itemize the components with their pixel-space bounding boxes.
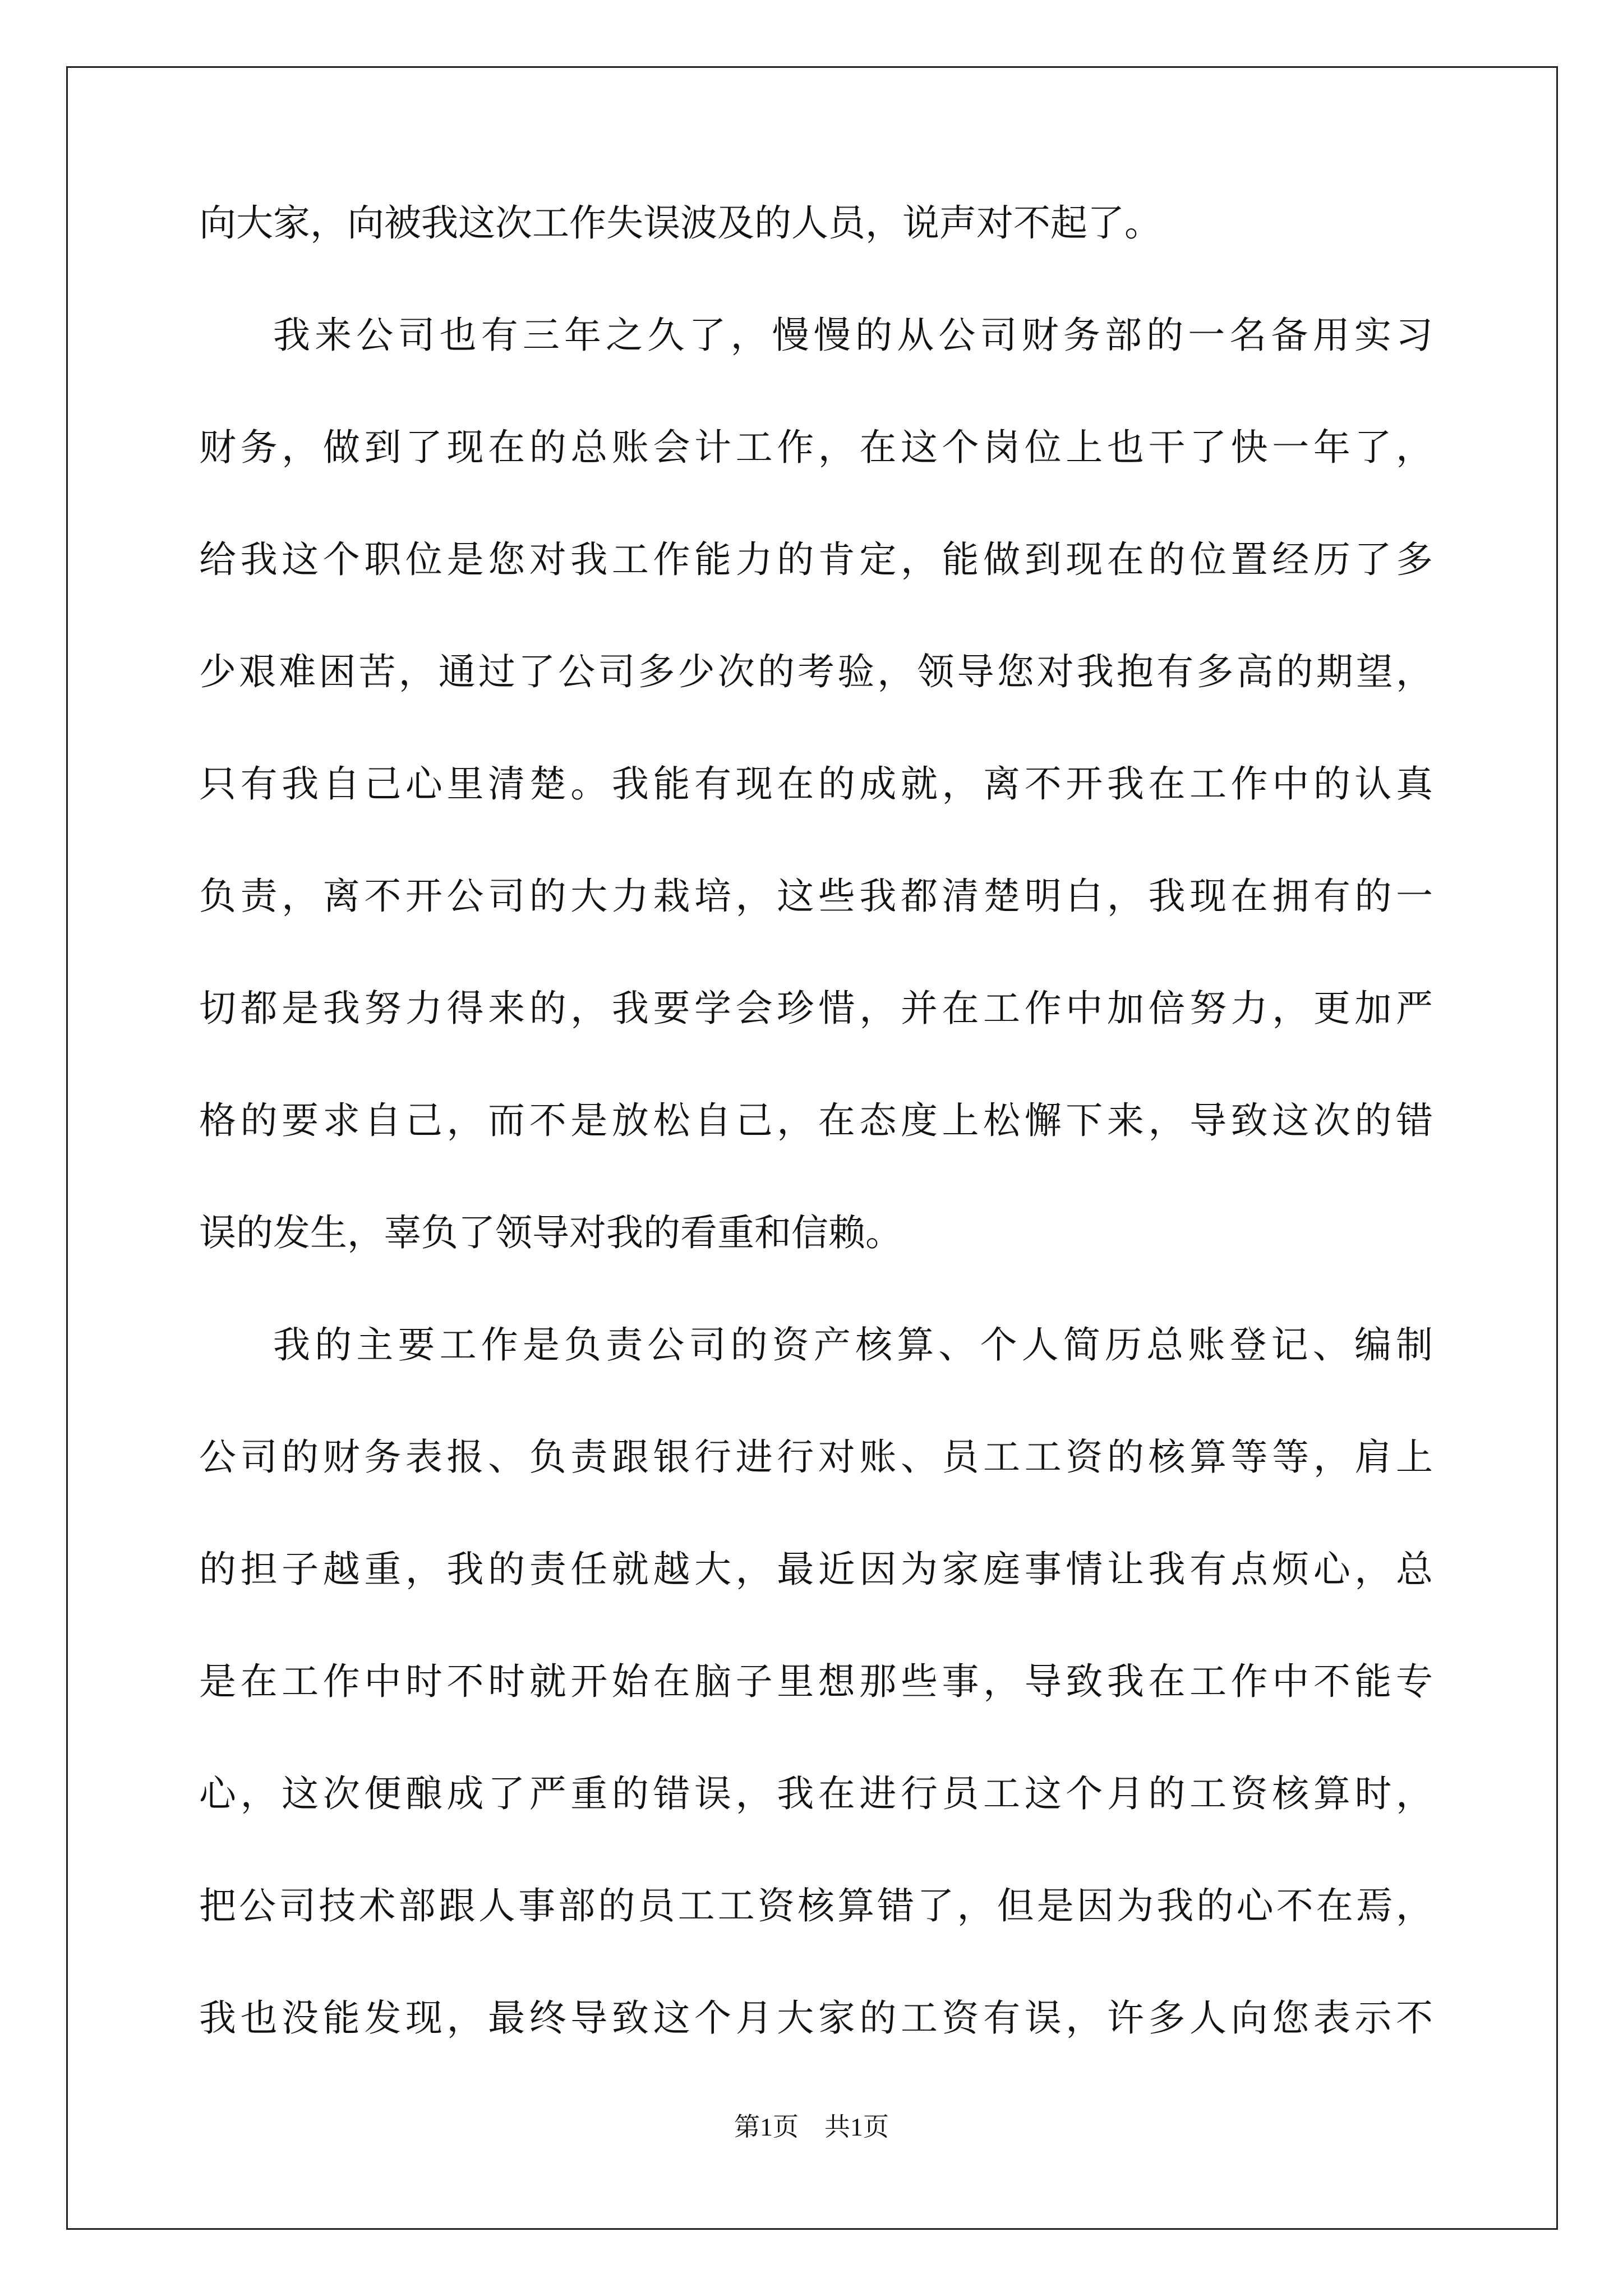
text-line: 向大家，向被我这次工作失误波及的人员，说声对不起了。 — [199, 201, 1161, 245]
text-line: 公司的财务表报、负责跟银行进行对账、员工工资的核算等等，肩上 — [199, 1435, 1433, 1479]
text-line: 财务，做到了现在的总账会计工作，在这个岗位上也干了快一年了， — [199, 426, 1433, 469]
text-line: 负责，离不开公司的大力栽培，这些我都清楚明白，我现在拥有的一 — [199, 875, 1433, 918]
text-line: 心，这次便酿成了严重的错误，我在进行员工这个月的工资核算时， — [199, 1772, 1433, 1815]
text-line: 给我这个职位是您对我工作能力的肯定，能做到现在的位置经历了多 — [199, 538, 1433, 581]
text-line: 只有我自己心里清楚。我能有现在的成就，离不开我在工作中的认真 — [199, 762, 1433, 806]
text-line: 少艰难困苦，通过了公司多少次的考验，领导您对我抱有多高的期望， — [199, 650, 1433, 693]
text-line: 格的要求自己，而不是放松自己，在态度上松懈下来，导致这次的错 — [199, 1099, 1433, 1142]
text-line: 是在工作中时不时就开始在脑子里想那些事，导致我在工作中不能专 — [199, 1660, 1433, 1703]
document-body — [199, 201, 1433, 2040]
paragraph-start-line: 我来公司也有三年之久了，慢慢的从公司财务部的一名备用实习 — [273, 314, 1433, 357]
text-line: 切都是我努力得来的，我要学会珍惜，并在工作中加倍努力，更加严 — [199, 987, 1433, 1030]
paragraph-start-line: 我的主要工作是负责公司的资产核算、个人简历总账登记、编制 — [273, 1323, 1433, 1366]
text-line: 我也没能发现，最终导致这个月大家的工资有误，许多人向您表示不 — [199, 1996, 1433, 2040]
text-line: 误的发生，辜负了领导对我的看重和信赖。 — [199, 1211, 902, 1254]
text-line: 把公司技术部跟人事部的员工工资核算错了，但是因为我的心不在焉， — [199, 1884, 1433, 1927]
page-number-footer: 第1页 共1页 — [734, 2113, 889, 2141]
text-line: 的担子越重，我的责任就越大，最近因为家庭事情让我有点烦心，总 — [199, 1548, 1433, 1591]
